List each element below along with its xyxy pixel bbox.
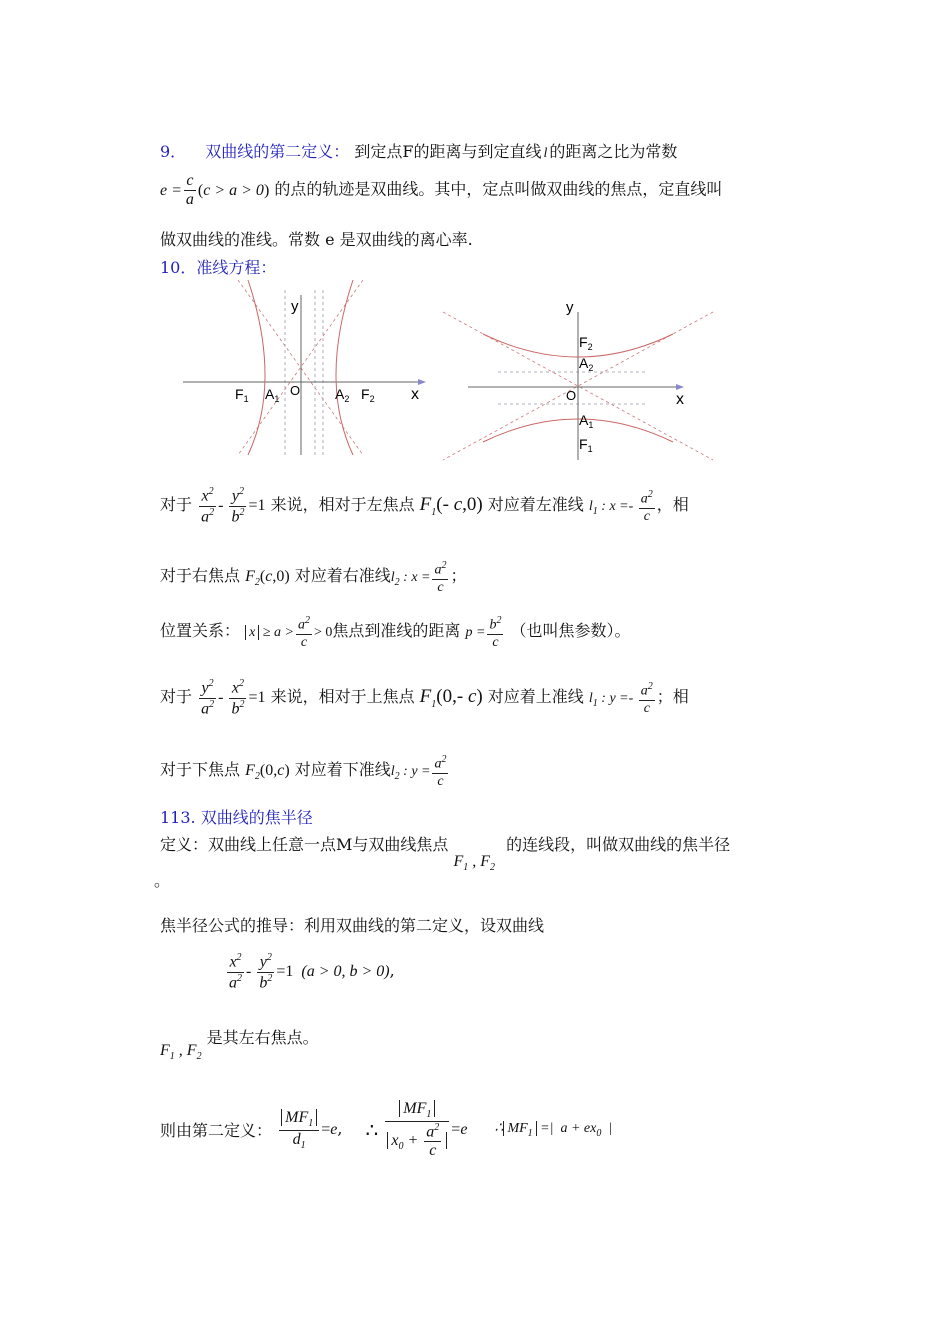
f1-label: $F_1$ bbox=[579, 436, 593, 454]
hyperbola-vertical-figure bbox=[438, 292, 718, 464]
f2-label: $F_2$ bbox=[579, 334, 593, 352]
left-focus: $F_1(-$ c,0) bbox=[419, 493, 483, 518]
upper-focus-paragraph: 对于 $\frac{y^2}{a^2}$ - $\frac{x^2}{b^2}$ =1 来说，相对于上焦点 $F_1(0,-$ c) 对应着上准线 $l_1$ : y =- $\frac{a^2}{c}$ ；相 bbox=[160, 678, 689, 718]
section-title: 双曲线的第二定义： bbox=[205, 142, 350, 161]
right-focus: $F_2(c,0)$ bbox=[245, 568, 290, 589]
section-9-line2 bbox=[160, 172, 722, 210]
origin-label: O bbox=[566, 388, 577, 403]
y-label: y bbox=[566, 299, 574, 316]
a1-label: $A_1$ bbox=[265, 386, 280, 404]
section-9-line1 bbox=[160, 139, 677, 162]
hyperbola-horizontal-figure bbox=[178, 275, 433, 460]
definition-text: 到定点F的距离与到定直线 bbox=[354, 142, 542, 161]
upper-directrix: $l_1$ : y =- $\frac{a^2}{c}$ bbox=[588, 680, 653, 716]
focal-radius-definition: 定义：双曲线上任意一点M与双曲线焦点 $F_1$ , $F_2$ 的连线段，叫做双曲线的焦半径 bbox=[160, 835, 731, 874]
right-focus-paragraph: 对于右焦点 $F_2(c,0)$ 对应着右准线$l_2$ : x = $\frac{a^2}{c}$ ； bbox=[160, 560, 467, 595]
lower-focus: $F_2(0,c)$ bbox=[245, 762, 290, 783]
position-inequality: x ≥ a > $\frac{a^2}{c}$ > 0 bbox=[245, 625, 332, 640]
foci-symbols-2: $F_1$ , $F_2$ bbox=[160, 1042, 202, 1063]
focal-parameter: p = $\frac{b^2}{c}$ bbox=[465, 615, 502, 650]
lower-focus-paragraph: 对于下焦点 $F_2(0,c)$ 对应着下准线$l_2$ : y = $\frac{a^2}{c}$ bbox=[160, 754, 450, 790]
x-label: x bbox=[411, 386, 419, 403]
definition-period: 。 bbox=[154, 871, 171, 890]
section-number: 9． bbox=[160, 142, 187, 161]
upper-focus: $F_1(0,-$ c) bbox=[419, 685, 483, 710]
x-label: x bbox=[676, 391, 684, 408]
right-directrix: $l_2$ : x = $\frac{a^2}{c}$ bbox=[390, 560, 447, 595]
a2-label: $A_2$ bbox=[335, 386, 350, 404]
a1-label: $A_1$ bbox=[579, 412, 594, 430]
y-label: y bbox=[291, 298, 299, 315]
left-directrix: $l_1$ : x =- $\frac{a^2}{c}$ bbox=[588, 488, 653, 524]
section-9-line3: 做双曲线的准线。常数 e 是双曲线的离心率. bbox=[160, 230, 473, 249]
a2-label: $A_2$ bbox=[579, 355, 594, 373]
f2-label: $F_2$ bbox=[361, 386, 375, 404]
second-definition-derivation: 则由第二定义： $\frac{MF_1}{d_1}$ =e, ∴ $MF_1$ $x_0$ + $\frac{a^2}{c}$ =e ∴ $MF_1$ =| $a + ex_0$ | bbox=[160, 1100, 613, 1160]
foci-statement: $F_1$ , $F_2$ 是其左右焦点。 bbox=[160, 1028, 319, 1063]
ratio-expanded: $MF_1$ $x_0$ + $\frac{a^2}{c}$ =e bbox=[383, 1121, 467, 1138]
f1-label: $F_1$ bbox=[235, 386, 249, 404]
hyperbola-standard-equation: $\frac{x^2}{a^2}$ - $\frac{y^2}{b^2}$ =1 (a > 0, b > 0), bbox=[229, 952, 395, 992]
definition-text-2: 的距离之比为常数 bbox=[549, 142, 678, 161]
equation-condition: (a > 0, b > 0) bbox=[301, 962, 390, 980]
section-10-title: 10．准线方程： bbox=[160, 258, 277, 277]
position-relation-paragraph: 位置关系： x ≥ a > $\frac{a^2}{c}$ > 0焦点到准线的距离 p = $\frac{b^2}{c}$ （也叫焦参数）。 bbox=[160, 615, 631, 650]
ratio-formula: $\frac{MF_1}{d_1}$ =e bbox=[277, 1121, 337, 1138]
foci-symbols: $F_1$ , $F_2$ bbox=[453, 853, 496, 874]
derivation-intro: 焦半径公式的推导：利用双曲线的第二定义，设双曲线 bbox=[160, 916, 545, 935]
definition-text-3: 的点的轨迹是双曲线。其中，定点叫做双曲线的焦点，定直线叫 bbox=[274, 179, 723, 199]
symbol-l: l bbox=[543, 146, 548, 161]
left-focus-paragraph: 对于 $\frac{x^2}{a^2}$ - $\frac{y^2}{b^2}$ =1 来说，相对于左焦点 $F_1(-$ c,0) 对应着左准线 $l_1$ : x =- $\frac{a^2}{c}$ ，相 bbox=[160, 486, 689, 526]
hyperbola-equation: $\frac{x^2}{a^2}$ - $\frac{y^2}{b^2}$ =1 bbox=[201, 486, 266, 526]
eccentricity-formula: e = $\frac{c}{a}$ (c > a > 0) bbox=[160, 172, 270, 209]
section-113-title: 113. 双曲线的焦半径 bbox=[160, 808, 313, 827]
focal-radius-result: ∴ $MF_1$ =| $a + ex_0$ | bbox=[494, 1121, 613, 1139]
lower-directrix: $l_2$ : y = $\frac{a^2}{c}$ bbox=[390, 754, 447, 789]
hyperbola-equation-vertical: $\frac{y^2}{a^2}$ - $\frac{x^2}{b^2}$ =1 bbox=[201, 678, 266, 718]
origin-label: O bbox=[290, 383, 301, 398]
